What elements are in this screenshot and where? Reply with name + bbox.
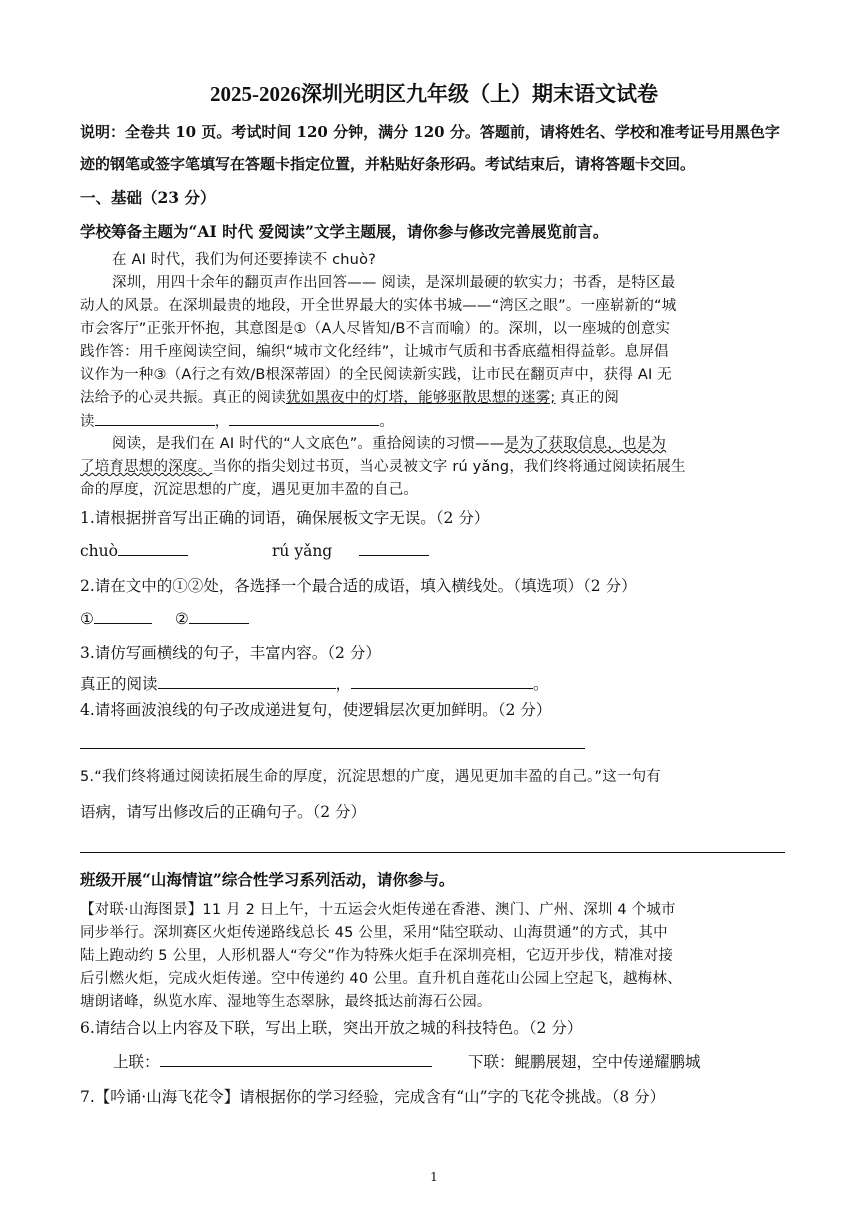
passage-text: 真正的阅 xyxy=(555,390,620,406)
answer-line[interactable] xyxy=(80,748,585,749)
underlined-sentence: 犹如黑夜中的灯塔，能够驱散思想的迷雾; xyxy=(285,390,556,406)
section-heading-basics: 一、基础（23 分） xyxy=(80,188,216,207)
passage-line xyxy=(80,388,619,408)
q2-answer-row xyxy=(80,609,249,629)
question-5-line-2: 语病，请写出修改后的正确句子。（2 分） xyxy=(80,803,367,821)
passage2-line: 塘朗诸峰，纵览水库、湿地等生态翠脉，最终抵达前海石公园。 xyxy=(80,994,492,1010)
exhibition-intro: 学校筹备主题为“AI 时代 爱阅读”文学主题展，请你参与修改完善展览前言。 xyxy=(80,222,609,241)
passage-text: 读 xyxy=(80,414,95,430)
q1-answer-row xyxy=(272,541,429,561)
passage-line: 在 AI 时代，我们为何还要捧读不 chuò? xyxy=(112,252,377,268)
question-2: 2.请在文中的①②处，各选择一个最合适的成语，填入横线处。（填选项）（2 分） xyxy=(80,577,637,595)
instructions-line-2: 迹的钢笔或签字笔填写在答题卡指定位置，并粘贴好条形码。考试结束后，请将答题卡交回。 xyxy=(80,155,696,173)
punct: 。 xyxy=(533,675,549,693)
pinyin-label: chuò xyxy=(80,542,118,560)
passage-line: 市会客厅”正张开怀抱，其意图是①（A人尽皆知/B不言而喻）的。深圳，以一座城的创意实 xyxy=(80,321,671,337)
page-number: 1 xyxy=(430,1170,438,1184)
answer-blank[interactable] xyxy=(189,609,249,624)
punct: ， xyxy=(335,675,352,693)
upper-label: 上联： xyxy=(113,1053,160,1071)
answer-blank[interactable] xyxy=(160,1052,432,1067)
wavy-sentence: 是为了获取信息，也是为 xyxy=(504,436,667,452)
answer-blank[interactable] xyxy=(118,541,188,556)
passage-line: 深圳，用四十余年的翻页声作出回答—— 阅读，是深圳最硬的软实力；书香，是特区最 xyxy=(112,275,676,291)
question-4: 4.请将画波浪线的句子改成递进复句，使逻辑层次更加鲜明。（2 分） xyxy=(80,701,552,719)
passage-text: 法给予的心灵共振。真正的阅读 xyxy=(80,390,286,406)
activity-intro: 班级开展“山海情谊”综合性学习系列活动，请你参与。 xyxy=(80,870,455,889)
passage-text: ， xyxy=(214,414,230,430)
instructions-line-1: 说明：全卷共 10 页。考试时间 120 分钟，满分 120 分。答题前，请将姓名、学校和准考证号用黑色字 xyxy=(80,123,780,141)
passage2-line: 同步举行。深圳赛区火炬传递路线总长 45 公里，采用“陆空联动、山海贯通”的方式，其中 xyxy=(80,925,668,941)
answer-blank[interactable] xyxy=(351,674,533,689)
question-5-line-1: 5.“我们终将通过阅读拓展生命的厚度，沉淀思想的广度，遇见更加丰盈的自己。”这一句有 xyxy=(80,769,662,785)
q1-answer-row xyxy=(80,541,188,561)
passage-line: 动人的风景。在深圳最贵的地段，开全世界最大的实体书城——“湾区之眼”。一座崭新的“城 xyxy=(80,298,677,314)
answer-blank[interactable] xyxy=(158,674,336,689)
question-3: 3.请仿写画横线的句子，丰富内容。（2 分） xyxy=(80,644,381,662)
wavy-sentence: 了培育思想的深度。 xyxy=(80,459,213,475)
passage2-line: 后引燃火炬，完成火炬传递。空中传递约 40 公里。直升机自莲花山公园上空起飞，越梅林、 xyxy=(80,971,682,987)
passage-line: 命的厚度，沉淀思想的广度，遇见更加丰盈的自己。 xyxy=(80,482,419,498)
blank-line xyxy=(229,411,379,426)
passage-line: 议作为一种③（A行之有效/B根深蒂固）的全民阅读新实践，让市民在翻页声中，获得 AI 无 xyxy=(80,367,672,383)
passage-line xyxy=(80,411,394,432)
passage-line: 践作答：用千座阅读空间，编织“城市文化经纬”，让城市气质和书香底蕴相得益彰。息屏倡 xyxy=(80,344,669,360)
passage-text: 当你的指尖划过书页，当心灵被文字 rú yǎng，我们终将通过阅读拓展生 xyxy=(212,459,686,475)
couplet-lower: 下联：鲲鹏展翅，空中传递耀鹏城 xyxy=(468,1053,701,1071)
passage-text: 阅读，是我们在 AI 时代的“人文底色”。重拾阅读的习惯—— xyxy=(112,436,505,452)
passage2-line: 【对联·山海图景】11 月 2 日上午，十五运会火炬传递在香港、澳门、广州、深圳 4 个城市 xyxy=(80,902,676,918)
option-marker: ② xyxy=(174,610,189,628)
page-title: 2025-2026深圳光明区九年级（上）期末语文试卷 xyxy=(210,82,658,106)
blank-line xyxy=(95,411,215,426)
answer-line[interactable] xyxy=(80,852,785,853)
option-marker: ① xyxy=(80,610,94,628)
couplet-upper xyxy=(113,1052,432,1072)
passage2-line: 陆上跑动约 5 公里，人形机器人“夸父”作为特殊火炬手在深圳亮相，它迈开步伐，精准对接 xyxy=(80,948,674,964)
passage-line xyxy=(80,457,686,477)
question-6: 6.请结合以上内容及下联，写出上联，突出开放之城的科技特色。（2 分） xyxy=(80,1019,583,1037)
passage-text: 。 xyxy=(379,414,395,430)
q3-prefix: 真正的阅读 xyxy=(80,675,158,693)
question-1: 1.请根据拼音写出正确的词语，确保展板文字无误。（2 分） xyxy=(80,509,490,527)
answer-blank[interactable] xyxy=(359,541,429,556)
q3-answer-row xyxy=(80,674,549,694)
question-7: 7.【吟诵·山海飞花令】请根据你的学习经验，完成含有“山”字的飞花令挑战。（8 分） xyxy=(80,1088,666,1106)
pinyin-label: rú yǎng xyxy=(272,542,333,560)
answer-blank[interactable] xyxy=(94,609,152,624)
passage-line xyxy=(112,434,666,454)
